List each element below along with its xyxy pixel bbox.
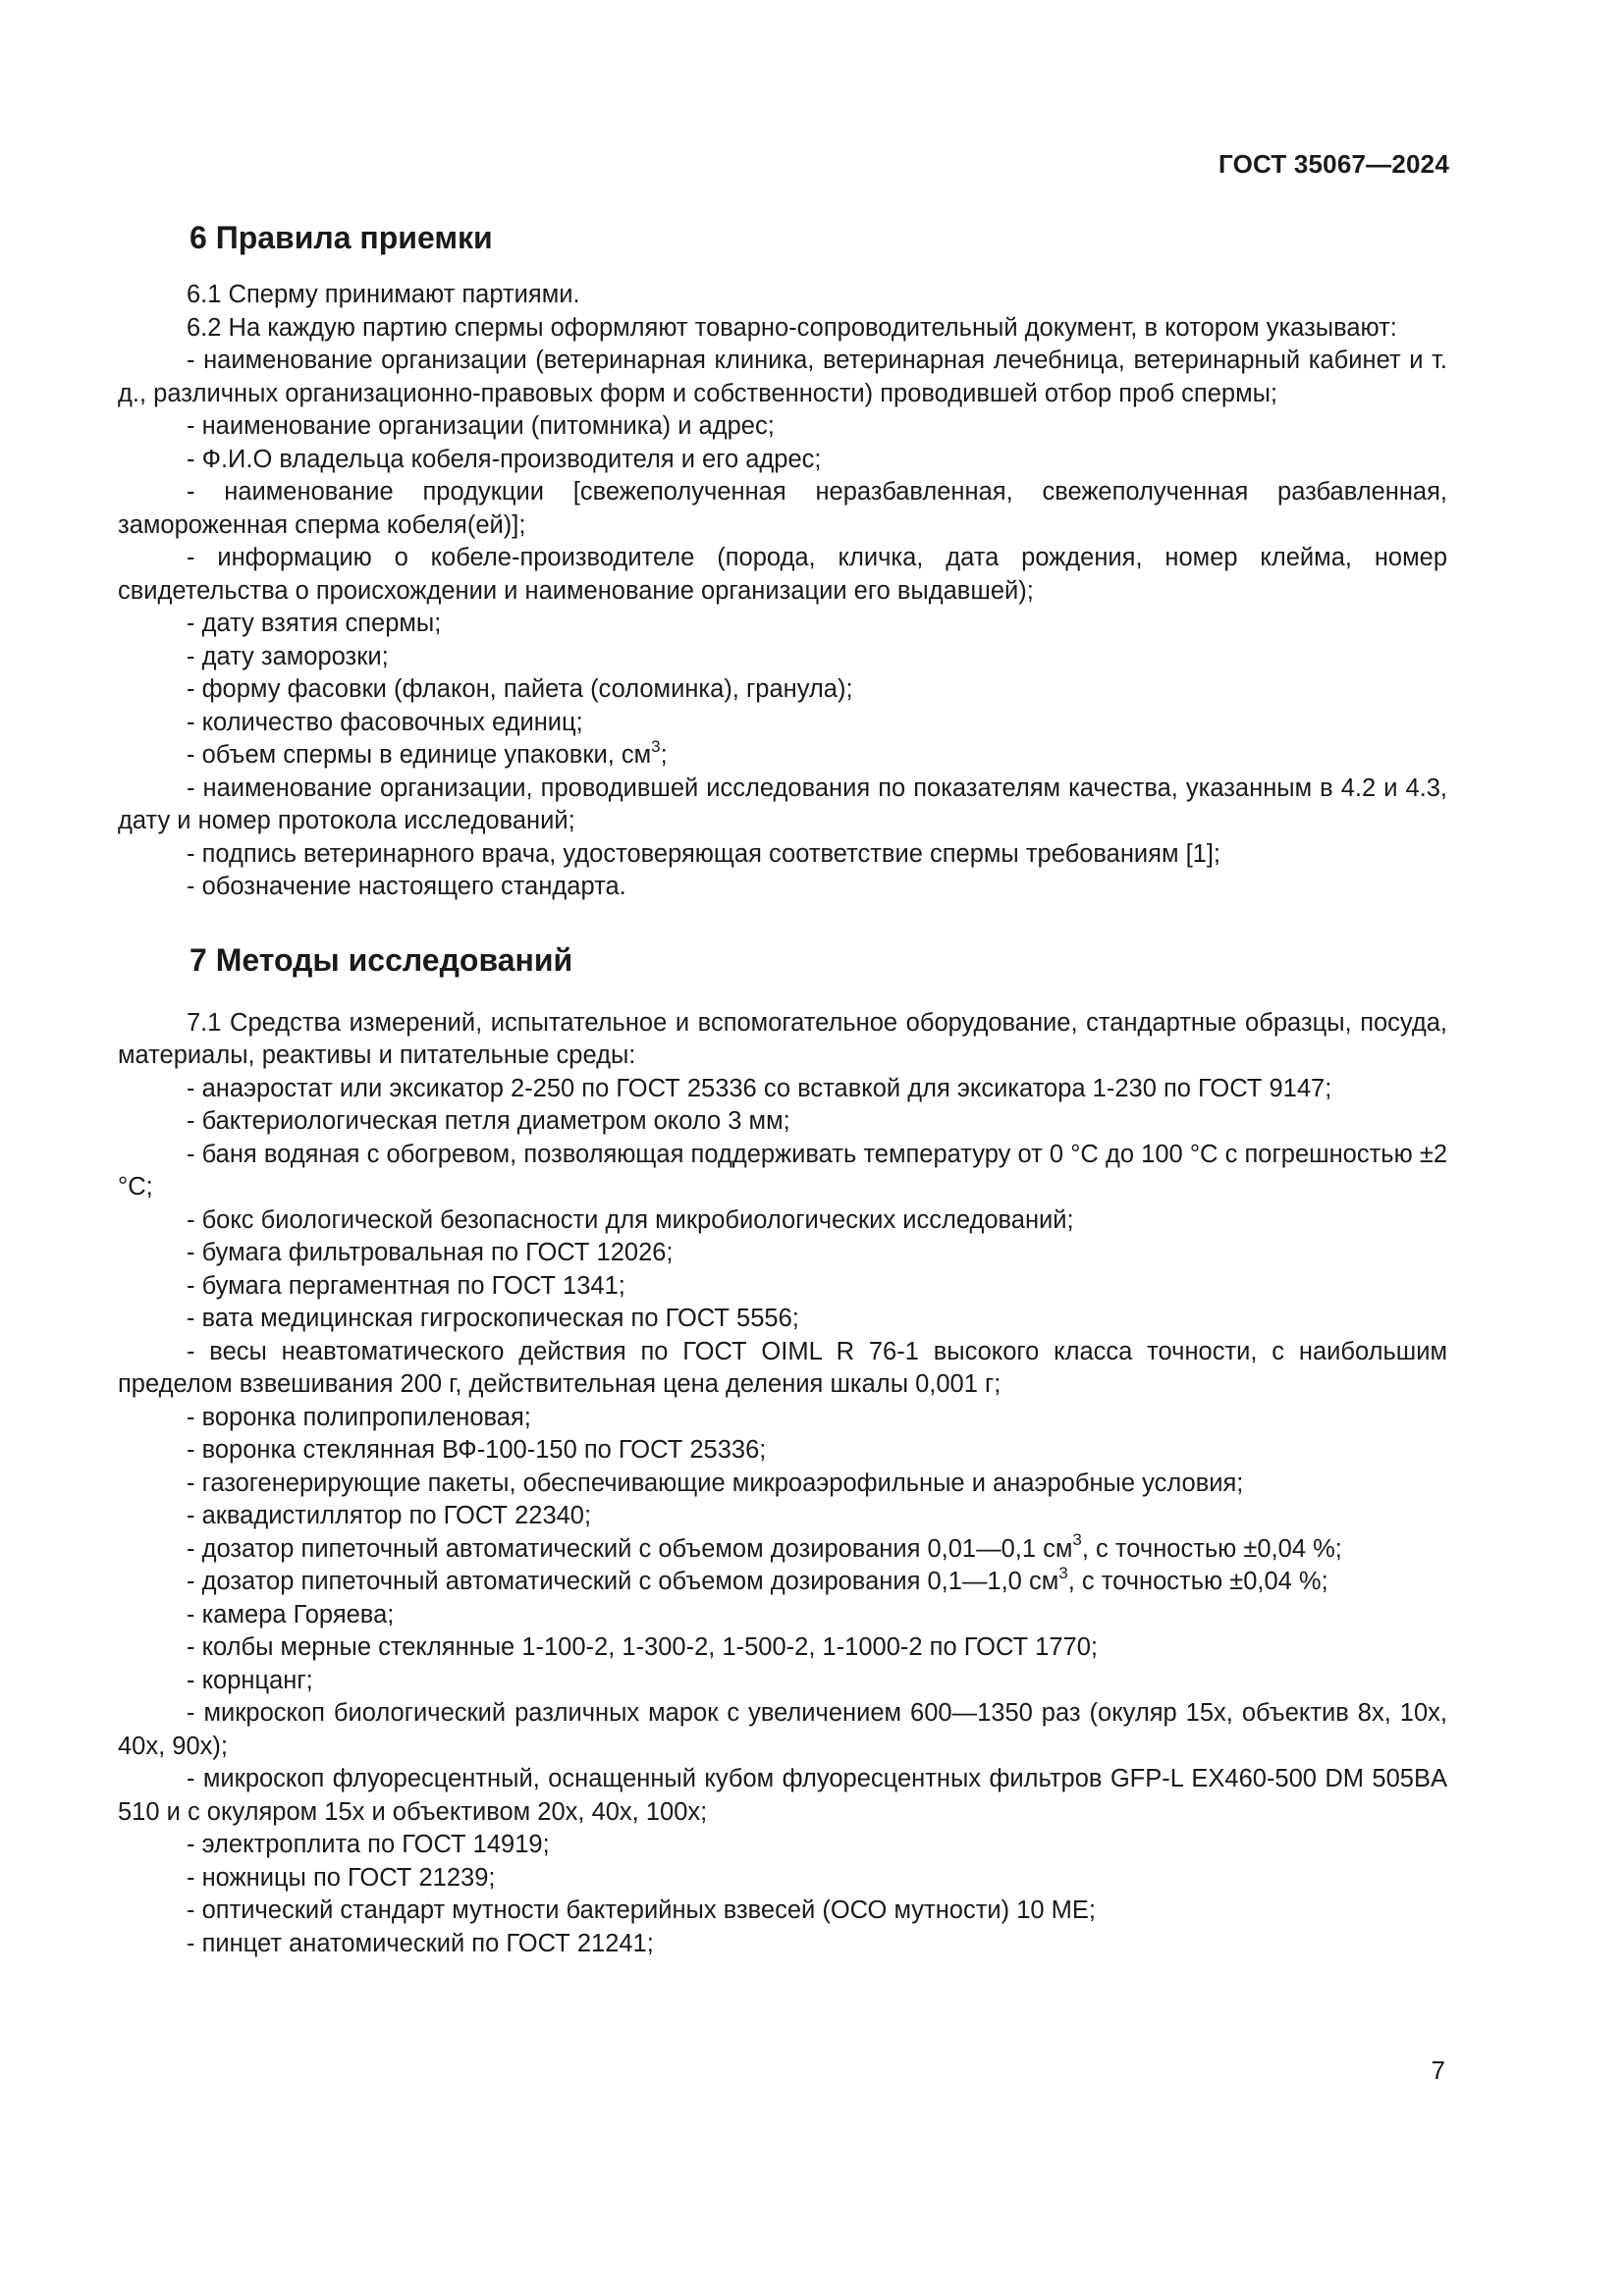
list-item: - камера Горяева; <box>187 1600 395 1629</box>
list-item: - воронка полипропиленовая; <box>187 1403 531 1431</box>
list-item: - весы неавтоматического действия по ГОСТ OIML R 76-1 высокого класса точности, с наибольшим пределом взвешивания 200 г, действительная цена деления шкалы 0,001 г; <box>118 1337 1447 1398</box>
doser-text: - дозатор пипеточный автоматический с объемом дозирования 0,1—1,0 см <box>187 1568 1059 1595</box>
list-item: - наименование продукции [свежеполученная неразбавленная, свежеполученная разбавленная, замороженная сперма кобеля(ей)]; <box>118 478 1447 539</box>
volume-text: - объем спермы в единице упаковки, см <box>187 741 652 769</box>
list-item: - наименование организации (питомника) и адрес; <box>187 412 775 440</box>
paragraph-7-1: 7.1 Средства измерений, испытательное и вспомогательное оборудование, стандартные образцы, посуда, материалы, реактивы и питательные среды: <box>118 1008 1447 1069</box>
list-item: - бумага пергаментная по ГОСТ 1341; <box>187 1271 625 1300</box>
superscript: 3 <box>1058 1563 1068 1582</box>
list-item: - колбы мерные стеклянные 1-100-2, 1-300-2, 1-500-2, 1-1000-2 по ГОСТ 1770; <box>187 1633 1098 1661</box>
standard-code: ГОСТ 35067—2024 <box>1218 149 1449 179</box>
list-item: - дату взятия спермы; <box>187 610 442 637</box>
list-item: - форму фасовки (флакон, пайета (соломинка), гранула); <box>187 675 853 703</box>
superscript: 3 <box>1072 1530 1082 1549</box>
list-item: - обозначение настоящего стандарта. <box>187 873 626 900</box>
list-item: - вата медицинская гигроскопическая по ГОСТ 5556; <box>187 1305 799 1332</box>
list-item: - оптический стандарт мутности бактерийных взвесей (ОСО мутности) 10 МЕ; <box>187 1896 1096 1924</box>
list-item: - корнцанг; <box>187 1666 313 1694</box>
paragraph-6-1: 6.1 Сперму принимают партиями. <box>187 281 580 308</box>
paragraph-6-2: 6.2 На каждую партию спермы оформляют товарно-сопроводительный документ, в котором указывают: <box>187 313 1397 342</box>
document-body <box>118 218 1447 1960</box>
list-item-doser <box>118 1530 1447 1567</box>
section-7-title: 7 Методы исследований <box>189 941 573 978</box>
volume-tail: ; <box>660 741 668 769</box>
list-item: - воронка стеклянная ВФ-100-150 по ГОСТ 25336; <box>187 1436 767 1464</box>
list-item: - бумага фильтровальная по ГОСТ 12026; <box>187 1239 674 1266</box>
list-item-doser <box>118 1563 1447 1599</box>
list-item: - информацию о кобеле-производителе (порода, кличка, дата рождения, номер клейма, номер свидетельства о происхождении и наименование организации его выдавшей); <box>118 544 1447 605</box>
superscript: 3 <box>651 736 661 756</box>
doser-tail: , с точностью ±0,04 %; <box>1081 1534 1342 1563</box>
list-item: - микроскоп биологический различных марок с увеличением 600—1350 раз (окуляр 15х, объектив 8х, 10х, 40х, 90х); <box>118 1699 1447 1760</box>
list-item-volume <box>118 736 1447 773</box>
list-item: - количество фасовочных единиц; <box>187 708 583 736</box>
list-item: - наименование организации (ветеринарная клиника, ветеринарная лечебница, ветеринарный кабинет и т. д., различных организационно-правовых форм и собственности) проводившей отбор проб спермы; <box>118 347 1447 407</box>
list-item: - подпись ветеринарного врача, удостоверяющая соответствие спермы требованиям [1]; <box>187 839 1221 868</box>
list-item: - Ф.И.О владельца кобеля-производителя и его адрес; <box>187 445 822 473</box>
list-item: - аквадистиллятор по ГОСТ 22340; <box>187 1502 592 1529</box>
list-item: - пинцет анатомический по ГОСТ 21241; <box>187 1929 654 1957</box>
doser-tail: , с точностью ±0,04 %; <box>1067 1568 1328 1595</box>
page-number: 7 <box>1431 2056 1445 2085</box>
section-6-title: 6 Правила приемки <box>189 220 493 255</box>
list-item: - анаэростат или эксикатор 2-250 по ГОСТ 25336 со вставкой для эксикатора 1-230 по ГОСТ 9147; <box>187 1074 1332 1102</box>
list-item: - дату заморозки; <box>187 642 389 670</box>
list-item: - ножницы по ГОСТ 21239; <box>187 1863 496 1892</box>
list-item: - электроплита по ГОСТ 14919; <box>187 1831 550 1858</box>
list-item: - баня водяная с обогревом, позволяющая поддерживать температуру от 0 °С до 100 °С с погрешностью ±2 °С; <box>118 1140 1447 1201</box>
list-item: - микроскоп флуоресцентный, оснащенный кубом флуоресцентных фильтров GFP-L EX460-500 DM 505BA 510 и с окуляром 15х и объективом 20х, 40х, 100х; <box>118 1765 1447 1826</box>
list-item: - газогенерирующие пакеты, обеспечивающие микроаэрофильные и анаэробные условия; <box>187 1468 1244 1497</box>
list-item: - бокс биологической безопасности для микробиологических исследований; <box>187 1205 1074 1234</box>
list-item: - бактериологическая петля диаметром около 3 мм; <box>187 1107 790 1135</box>
list-item: - наименование организации, проводившей исследования по показателям качества, указанным в 4.2 и 4.3, дату и номер протокола исследований; <box>118 774 1447 834</box>
doser-text: - дозатор пипеточный автоматический с объемом дозирования 0,01—0,1 см <box>187 1534 1073 1563</box>
